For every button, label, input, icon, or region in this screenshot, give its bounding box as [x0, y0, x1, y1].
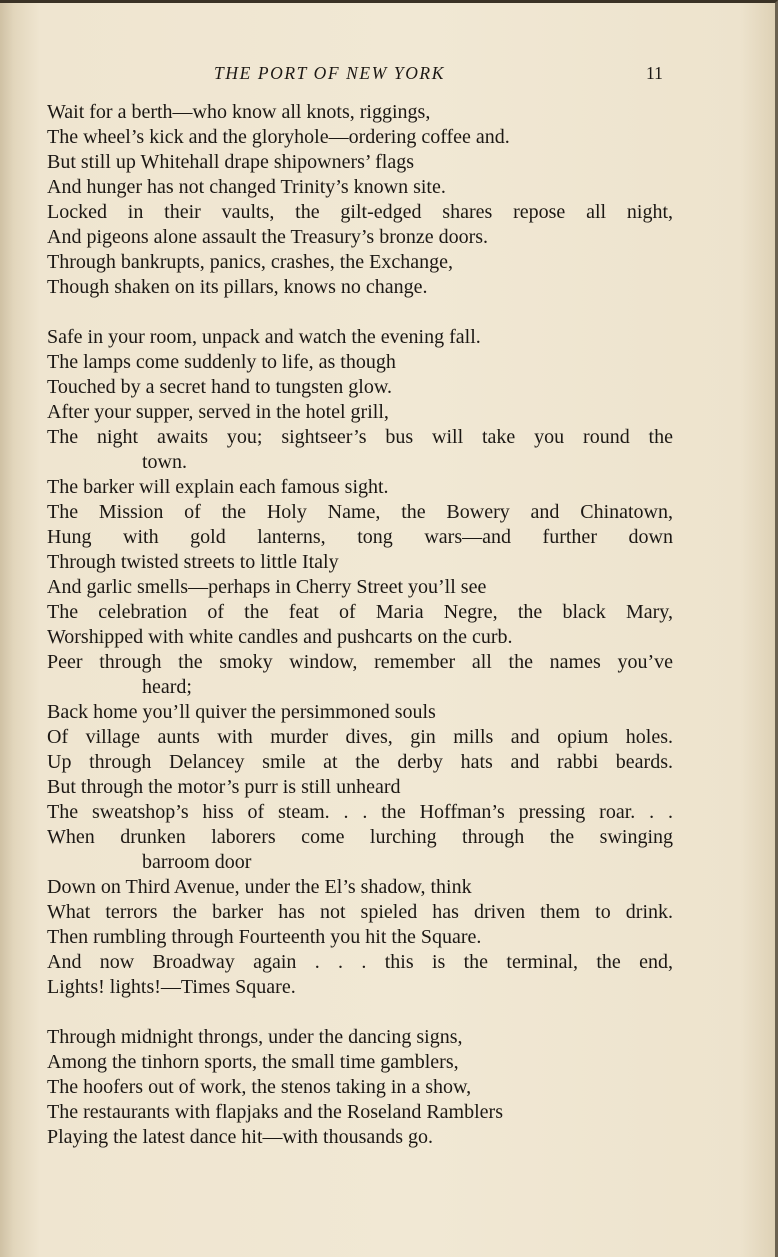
page-number: 11 [646, 63, 663, 83]
poem-line: The night awaits you; sightseer’s bus will take you round the [47, 426, 673, 448]
poem-line: The wheel’s kick and the gloryhole—ordering coffee and. [47, 126, 510, 148]
poem-body [47, 100, 673, 1175]
stanza [47, 100, 673, 300]
stanza [47, 325, 673, 1000]
page-header [0, 63, 778, 89]
poem-line: Down on Third Avenue, under the El’s shadow, think [47, 876, 472, 898]
poem-line: Safe in your room, unpack and watch the evening fall. [47, 326, 481, 348]
poem-line: And now Broadway again . . . this is the terminal, the end, [47, 951, 673, 973]
poem-line: Touched by a secret hand to tungsten glow. [47, 376, 392, 398]
poem-line: Lights! lights!—Times Square. [47, 976, 296, 998]
poem-line: And pigeons alone assault the Treasury’s bronze doors. [47, 226, 489, 248]
poem-line: And hunger has not changed Trinity’s known site. [47, 176, 446, 198]
poem-line: Then rumbling through Fourteenth you hit the Square. [47, 926, 482, 948]
poem-line: Peer through the smoky window, remember all the names you’ve [47, 651, 673, 673]
poem-line: Of village aunts with murder dives, gin mills and opium holes. [47, 726, 673, 748]
poem-line: Among the tinhorn sports, the small time gamblers, [47, 1051, 459, 1073]
poem-line-continuation: heard; [142, 676, 192, 698]
poem-line: What terrors the barker has not spieled has driven them to drink. [47, 901, 673, 923]
poem-line: Hung with gold lanterns, tong wars—and further down [47, 526, 673, 548]
poem-line: The celebration of the feat of Maria Negre, the black Mary, [47, 601, 673, 623]
poem-line: Through twisted streets to little Italy [47, 551, 339, 573]
poem-line: When drunken laborers come lurching through the swinging [47, 826, 673, 848]
stanza [47, 1025, 673, 1150]
poem-line: After your supper, served in the hotel grill, [47, 401, 389, 423]
running-title: THE PORT OF NEW YORK [214, 63, 445, 83]
poem-line: Locked in their vaults, the gilt-edged shares repose all night, [47, 201, 673, 223]
poem-line: But through the motor’s purr is still unheard [47, 776, 401, 798]
poem-line: The sweatshop’s hiss of steam. . . the Hoffman’s pressing roar. . . [47, 801, 673, 823]
poem-line: And garlic smells—perhaps in Cherry Street you’ll see [47, 576, 487, 598]
poem-line-continuation: town. [142, 451, 187, 473]
poem-line: Back home you’ll quiver the persimmoned souls [47, 701, 436, 723]
poem-line: Wait for a berth—who know all knots, riggings, [47, 101, 431, 123]
poem-line: But still up Whitehall drape shipowners’ flags [47, 151, 414, 173]
poem-line: Up through Delancey smile at the derby hats and rabbi beards. [47, 751, 673, 773]
poem-line: Playing the latest dance hit—with thousands go. [47, 1126, 434, 1148]
poem-line: The Mission of the Holy Name, the Bowery and Chinatown, [47, 501, 673, 523]
poem-line: The lamps come suddenly to life, as though [47, 351, 396, 373]
poem-line: The restaurants with flapjaks and the Roseland Ramblers [47, 1101, 503, 1123]
poem-line: Worshipped with white candles and pushcarts on the curb. [47, 626, 513, 648]
poem-line: Through bankrupts, panics, crashes, the Exchange, [47, 251, 453, 273]
poem-line: The hoofers out of work, the stenos taking in a show, [47, 1076, 472, 1098]
poem-line: Through midnight throngs, under the dancing signs, [47, 1026, 463, 1048]
poem-line: The barker will explain each famous sight. [47, 476, 389, 498]
poem-line: Though shaken on its pillars, knows no change. [47, 276, 428, 298]
poem-line-continuation: barroom door [142, 851, 252, 873]
